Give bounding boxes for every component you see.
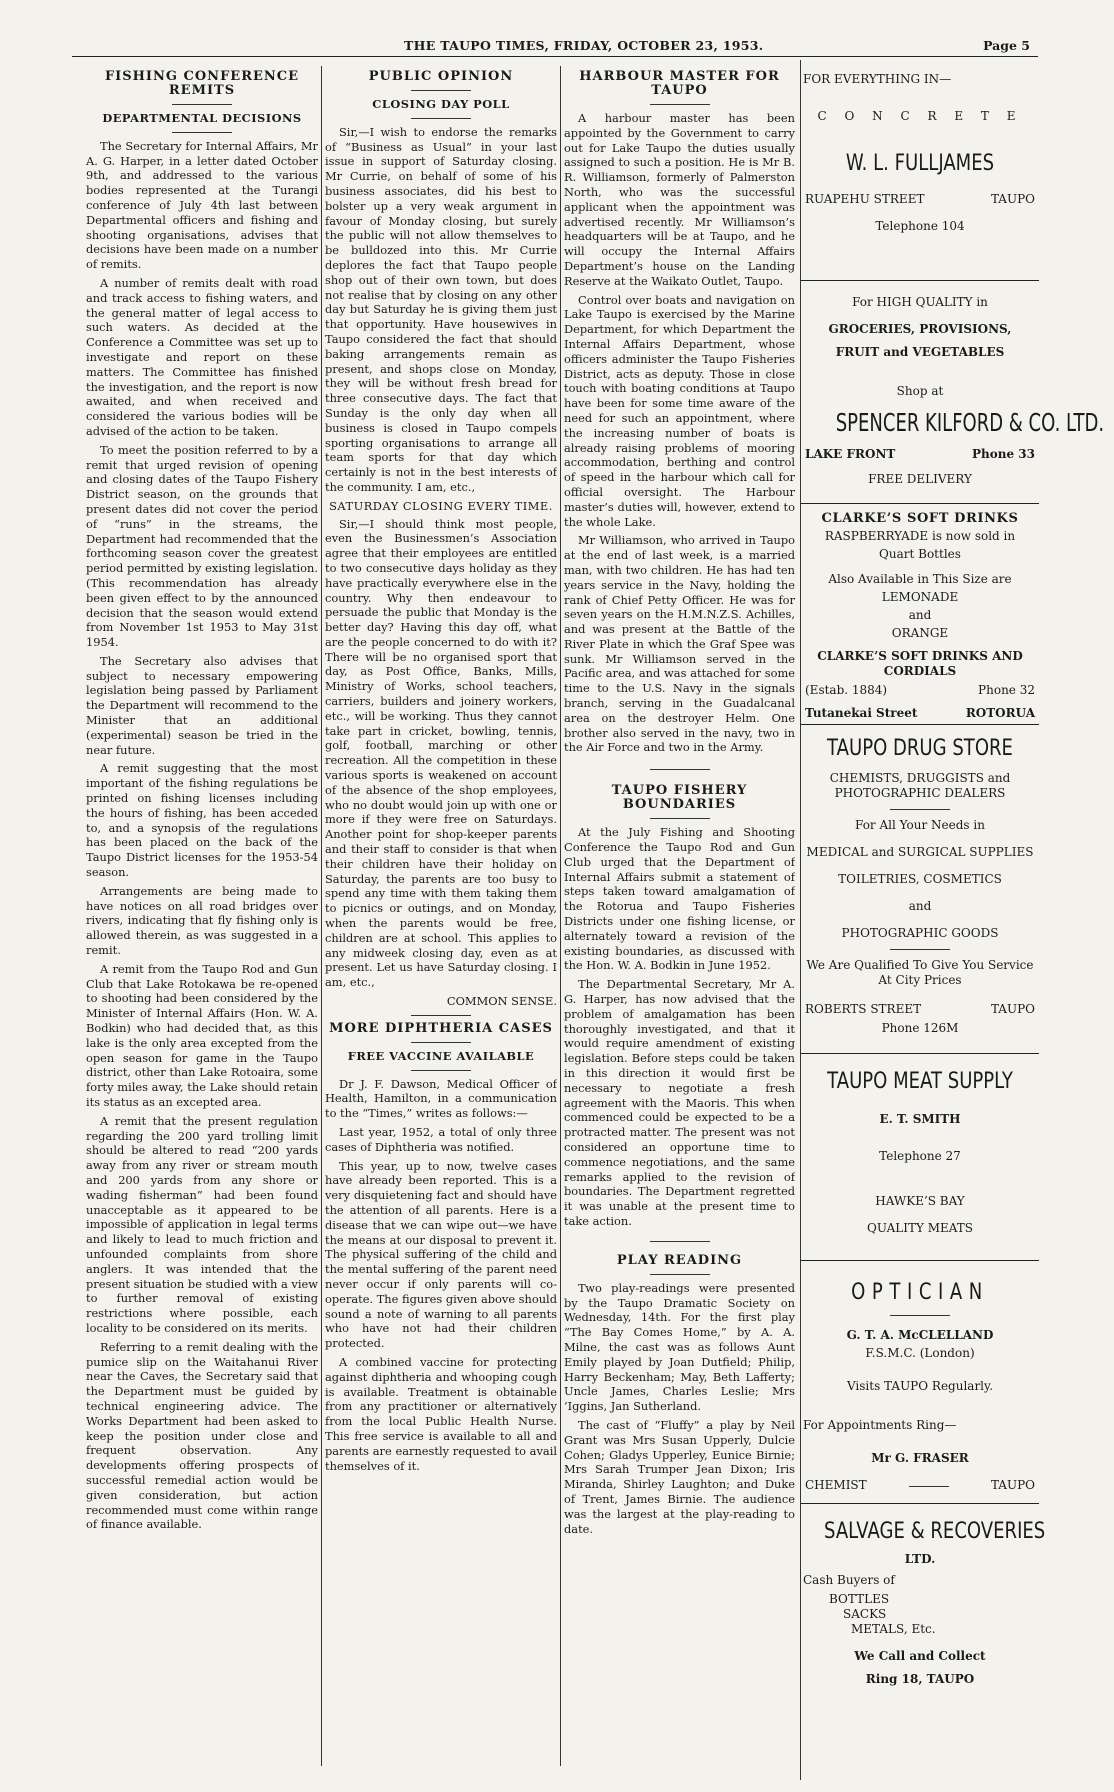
ad-line: and xyxy=(908,608,932,622)
ad-taupo-meat-supply xyxy=(801,1054,1039,1261)
paragraph: A remit from the Taupo Rod and Gun Club that Lake Rotokawa be re-opened to shooting had been considered by the Minister of Internal Affairs (Hon. W. A. Bodkin) who had decided that, as this lake is the only area excepted from the open season for game in the Taupo district, other than Lake Rotoaira, some forty miles away, the Lake should retain its status as an excepted area. xyxy=(86,961,318,1109)
ad-phone: Telephone 27 xyxy=(879,1149,961,1163)
ad-phone: Telephone 104 xyxy=(875,219,965,233)
ad-address xyxy=(805,192,1035,207)
divider xyxy=(411,90,471,91)
ad-line: FREE DELIVERY xyxy=(868,472,972,486)
divider xyxy=(411,1042,471,1043)
paragraph: Referring to a remit dealing with the pumice slip on the Waitahanui River near the Caves, the Secretary said that the Department must be guided by technical engineering advice. The Works Department had been asked to keep the position under close and frequent observation. Any developments offering prospects of successful remedial action would be given consideration, but action recommended must come within range of finance available. xyxy=(86,1339,318,1532)
paragraph: A remit suggesting that the most important of the fishing regulations be printed on fishing licenses including the hours of fishing, has been acceded to, and a synopsis of the regulations has been placed on the back of the Taupo District licenses for the 1953-54 season. xyxy=(86,761,318,880)
ad-owner: E. T. SMITH xyxy=(879,1112,961,1126)
ad-line: F.S.M.C. (London) xyxy=(865,1346,975,1360)
ad-line: Shop at xyxy=(896,384,944,398)
ad-fulljames xyxy=(801,60,1039,281)
column-rule xyxy=(560,66,561,1766)
ad-address xyxy=(805,447,1035,462)
ad-line xyxy=(909,1486,949,1493)
ad-business-name: OPTICIAN xyxy=(851,1280,989,1305)
ad-spencer-kilford xyxy=(801,281,1105,504)
paragraph: The Departmental Secretary, Mr A. G. Harper, has now advised that the problem of amalgamation has been thoroughly investigated, and that it would require amendment of existing legislation. Before steps could be taken in this direction it would first be necessary to negotiate a fresh agreement with the Maoris. This when commenced could be expected to be a protracted matter. The present was not considered an opportune time to commence negotiations, and the same remarks applied to the revision of boundaries. The Department regretted it was unable at the present time to take action. xyxy=(564,977,795,1228)
letter-signature: COMMON SENSE. xyxy=(446,994,557,1009)
ad-street: LAKE FRONT xyxy=(805,447,896,461)
page-number: Page 5 xyxy=(983,38,1030,53)
ad-town: TAUPO xyxy=(990,1478,1035,1492)
paragraph: The Secretary for Internal Affairs, Mr A. G. Harper, in a letter dated October 9th, and addressed to the various bodies represented at the Turangi conference of July 4th last between Departmental officers and fishing and shooting organisations, advises that decisions have been made on a number of remits. xyxy=(86,138,318,272)
column-fishing-conference xyxy=(86,66,318,1766)
ad-line: MEDICAL and SURGICAL SUPPLIES xyxy=(806,845,1034,859)
ad-line: METALS, Etc. xyxy=(851,1622,936,1636)
paragraph: The cast of “Fluffy” a play by Neil Grant was Mrs Susan Upperly, Dulcie Cohen; Gladys Upperley, Eunice Birnie; Mrs Sarah Trumper Jean Dixon; Iris Miranda, Shirley Laughton; and Duke of Trent, James Birnie. The audience was the largest at the play-reading to date. xyxy=(564,1417,795,1536)
ad-line: CHEMISTS, DRUGGISTS and PHOTOGRAPHIC DEALERS xyxy=(829,771,1011,800)
paragraph: Arrangements are being made to have notices on all road bridges over rivers, indicating that fly fishing only is allowed therein, as was suggested in a remit. xyxy=(86,883,318,958)
ad-business-name: W. L. FULLJAMES xyxy=(845,151,995,176)
ad-phone: Phone 33 xyxy=(972,447,1035,461)
ad-line: GROCERIES, PROVISIONS, xyxy=(828,322,1012,336)
ad-line: Cash Buyers of xyxy=(803,1573,895,1587)
article-subtitle: FREE VACCINE AVAILABLE xyxy=(347,1048,535,1063)
article-title: TAUPO FISHERY BOUNDARIES xyxy=(611,783,748,813)
ad-line: SACKS xyxy=(843,1607,887,1621)
letter-paragraph: Sir,—I should think most people, even the Businessmen’s Association agree that their employees are entitled to two consecutive days holiday as they have practically everywhere else in the country. Why then endeavour to persuade the public that Monday is the better day? Having this day off, what are the people concerned to do with it? There will be no organised sport that day, as Post Office, Banks, Mills, Ministry of Works, school teachers, carriers, builders and joinery workers, etc., will be working. Thus they cannot take part in cricket, bowling, tennis, golf, football, marching or other recreation. All the competition in these various sports is weakened on account of the absence of the shop employees, who no doubt would join up with one or more if they were free on Saturdays. Another point for shop-keeper parents and their staff to consider is that when their children have their holiday on Saturday, the parents are too busy to spend any time with them taking them to picnics or outings, and on Monday, when the parents would be free, children are at school. This applies to any midweek closing day, even as at present. Let us have Saturday closing. I am, etc., xyxy=(325,516,557,990)
ad-business-name: SALVAGE & RECOVERIES xyxy=(824,1519,1046,1544)
ad-address xyxy=(805,1478,1035,1493)
ad-line: Ring 18, TAUPO xyxy=(865,1672,975,1686)
ad-address xyxy=(805,706,1035,721)
column-public-opinion xyxy=(325,66,557,1766)
ad-taupo-drug-store xyxy=(801,725,1039,1054)
paragraph: A harbour master has been appointed by the Government to carry out for Lake Taupo the duties usually assigned to such a position. He is Mr B. R. Williamson, formerly of Palmerston North, who was the successful applicant when the appointment was advertised recently. Mr Williamson’s headquarters will be at Taupo, and he will occupy the Internal Affairs Department’s house on the Landing Reserve at the Waikato Outlet, Taupo. xyxy=(564,111,795,288)
ad-line: ORANGE xyxy=(891,626,949,640)
paragraph: Dr J. F. Dawson, Medical Officer of Health, Hamilton, in a communication to the “Times,” writes as follows:— xyxy=(325,1076,557,1121)
ad-title: CLARKE’S SOFT DRINKS xyxy=(821,511,1019,526)
ad-phone: Phone 126M xyxy=(881,1021,959,1035)
paragraph: Last year, 1952, a total of only three cases of Diphtheria was notified. xyxy=(325,1125,557,1154)
ad-line: Mr G. FRASER xyxy=(871,1451,969,1465)
article-subtitle: DEPARTMENTAL DECISIONS xyxy=(102,111,302,125)
paragraph: A number of remits dealt with road and track access to fishing waters, and the general matter of legal access to such waters. As decided at the Conference a Committee was set up to investigate and report on these matters. The Committee has finished the investigation, and the report is now awaited, and when received and considered the various bodies will be advised of the action to be taken. xyxy=(86,275,318,438)
article-title: MORE DIPHTHERIA CASES xyxy=(329,1020,553,1036)
ad-business-name: TAUPO DRUG STORE xyxy=(827,736,1013,761)
ad-line: HAWKE’S BAY xyxy=(875,1194,965,1208)
ad-line: CLARKE’S SOFT DRINKS AND CORDIALS xyxy=(817,649,1023,678)
ad-salvage-recoveries xyxy=(801,1504,1046,1696)
ad-street: ROBERTS STREET xyxy=(805,1002,922,1016)
article-subtitle: CLOSING DAY POLL xyxy=(372,97,510,111)
divider xyxy=(890,1315,950,1316)
divider xyxy=(650,769,710,770)
ad-street: Tutanekai Street xyxy=(805,706,918,720)
divider xyxy=(172,104,232,105)
ad-lead: For HIGH QUALITY in xyxy=(852,295,988,309)
divider xyxy=(650,104,710,105)
ad-line: Quart Bottles xyxy=(879,547,961,561)
ad-line: G. T. A. McCLELLAND xyxy=(846,1328,994,1342)
column-rule xyxy=(321,66,322,1766)
article-title: PLAY READING xyxy=(616,1252,743,1268)
ad-line: QUALITY MEATS xyxy=(867,1221,973,1235)
ad-line: For Appointments Ring— xyxy=(803,1418,957,1432)
ad-ltd: LTD. xyxy=(904,1552,936,1566)
ad-business-name: SPENCER KILFORD & CO. LTD. xyxy=(835,408,1105,437)
ad-town: TAUPO xyxy=(990,192,1035,206)
paragraph: A combined vaccine for protecting against diphtheria and whooping cough is available. Treatment is obtainable from any practitioner or alternatively from the local Public Health Nurse. This free service is available to all and parents are earnestly requested to avail themselves of it. xyxy=(325,1354,557,1473)
advertisements-column xyxy=(800,60,1105,1780)
ad-town: ROTORUA xyxy=(965,706,1035,720)
paragraph: A remit that the present regulation regarding the 200 yard trolling limit should be altered to read “200 yards away from any river or stream mouth and 200 yards from any shore or wading fisherman” had been found unacceptable as it appeared to be impossible of application in legal terms and likely to lead to much friction and unfounded complaints from shore anglers. It was intended that the present situation be studied with a view to further removal of existing restrictions where possible, each locality to be considered on its merits. xyxy=(86,1113,318,1335)
ad-line: For All Your Needs in xyxy=(855,818,985,832)
paragraph: Mr Williamson, who arrived in Taupo at the end of last week, is a married man, with two children. He has had ten years service in the Navy, holding the rank of Chief Petty Officer. He was for seven years on the H.M.N.Z.S. Achilles, and was present at the Battle of the River Plate in which the Graf Spee was sunk. Mr Williamson served in the Pacific area, and was attached for some time to the U.S. Navy in the signals branch, serving in the Guadalcanal area on the destroyer Helm. One brother also served in the navy, two in the Air Force and two in the Army. xyxy=(564,533,795,755)
ad-lead: FOR EVERYTHING IN— xyxy=(803,72,952,86)
paragraph: To meet the position referred to by a remit that urged revision of opening and closing dates of the Taupo Fishery District season, on the grounds that present dates did not cover the period of “runs” in the streams, the Department had recommended that the forthcoming season cover the greatest period permitted by existing legislation. (This recommendation has already been given effect to by the announced decision that the season would extend from November 1st 1953 to May 31st 1954. xyxy=(86,442,318,650)
ad-line: TOILETRIES, COSMETICS xyxy=(838,872,1002,886)
ad-street: RUAPEHU STREET xyxy=(805,192,925,206)
ad-line: We Call and Collect xyxy=(854,1649,986,1663)
ad-line: We Are Qualified To Give You Service At City Prices xyxy=(806,958,1034,987)
ad-clarkes-soft-drinks xyxy=(801,504,1039,725)
ad-line: PHOTOGRAPHIC GOODS xyxy=(841,926,999,940)
letter-heading: SATURDAY CLOSING EVERY TIME. xyxy=(329,498,553,513)
paragraph: The Secretary also advises that subject to necessary empowering legislation being passed by Parliament the Department will recommend to the Minister that an additional (experimental) season be tried in the near future. xyxy=(86,653,318,757)
ad-product: C O N C R E T E xyxy=(817,109,1023,123)
ad-line: Also Available in This Size are xyxy=(828,572,1012,586)
paragraph: Two play-readings were presented by the Taupo Dramatic Society on Wednesday, 14th. For the first play “The Bay Comes Home,” by A. A. Milne, the cast was as follows Aunt Emily played by Joan Dutfield; Philip, Harry Beckenham; May, Beth Lafferty; Uncle James, Charles Leslie; Mrs ’Iggins, Jan Sutherland. xyxy=(564,1280,795,1414)
divider xyxy=(650,1274,710,1275)
column-harbour-master xyxy=(564,66,795,1766)
divider xyxy=(650,818,710,819)
letter-paragraph: Sir,—I wish to endorse the remarks of “Business as Usual” in your last issue in support of Saturday closing. Mr Currie, on behalf of some of his business associates, did his best to bolster up a very weak argument in favour of Monday closing, but surely the public will not allow themselves to be bulldozed into this. Mr Currie deplores the fact that Taupo people shop out of their own town, but does not realise that by closing on any other day but Saturday he is giving them just that opportunity. Have housewives in Taupo considered the fact that should baking arrangements remain as present, and shops close on Monday, they will be without fresh bread for three consecutive days. The fact that Sunday is the only day when all business is closed in Taupo compels sporting organisations to arrange all team sports for that day which certainly is not in the best interests of the community. I am, etc., xyxy=(325,124,557,494)
ad-line: Visits TAUPO Regularly. xyxy=(846,1379,994,1393)
ad-phone: Phone 32 xyxy=(978,683,1035,697)
ad-estab-row xyxy=(805,683,1035,698)
paragraph: This year, up to now, twelve cases have already been reported. This is a very disquietening fact and should have the attention of all parents. Here is a disease that we can wipe out—we have the means at our disposal to prevent it. The physical suffering of the child and the mental suffering of the parent need never occur if only parents will co-operate. The figures given above should sound a note of warning to all parents who have not had their children protected. xyxy=(325,1158,557,1351)
divider xyxy=(650,1241,710,1242)
ad-line: RASPBERRYADE is now sold in xyxy=(824,529,1016,543)
divider xyxy=(172,132,232,133)
ad-line: LEMONADE xyxy=(881,590,959,604)
paragraph: Control over boats and navigation on Lake Taupo is exercised by the Marine Department, for which Department the Internal Affairs Department, whose officers administer the Taupo Fisheries District, acts as deputy. Those in close touch with boating conditions at Taupo have been for some time aware of the need for such an appointment, where the increasing number of boats is already raising problems of mooring accommodation, berthing and control of speed in the harbour which call for official oversight. The Harbour master’s duties will, however, extend to the whole Lake. xyxy=(564,292,795,529)
ad-line: CHEMIST xyxy=(805,1478,867,1492)
ad-line: BOTTLES xyxy=(829,1592,890,1606)
ad-line: and xyxy=(908,899,932,913)
ad-estab: (Estab. 1884) xyxy=(805,683,888,697)
ad-town: TAUPO xyxy=(990,1002,1035,1016)
ad-address xyxy=(805,1002,1035,1017)
ad-business-name: TAUPO MEAT SUPPLY xyxy=(827,1069,1013,1094)
divider xyxy=(890,949,950,950)
divider xyxy=(411,118,471,119)
article-title: HARBOUR MASTER FOR TAUPO xyxy=(579,69,780,98)
paragraph: At the July Fishing and Shooting Conference the Taupo Rod and Gun Club urged that the Department of Internal Affairs submit a statement of steps taken toward amalgamation of the Rotorua and Taupo Fisheries Districts under one fishing license, or alternately toward a revision of the existing boundaries, as discussed with the Hon. W. A. Bodkin in June 1952. xyxy=(564,825,795,973)
divider xyxy=(411,1015,471,1016)
divider xyxy=(890,809,950,810)
ad-optician xyxy=(801,1261,1039,1504)
ad-line: FRUIT and VEGETABLES xyxy=(835,345,1005,359)
masthead xyxy=(72,34,1038,57)
masthead-title: THE TAUPO TIMES, FRIDAY, OCTOBER 23, 1953. xyxy=(404,38,764,53)
divider xyxy=(411,1070,471,1071)
article-title: PUBLIC OPINION xyxy=(368,69,514,84)
article-title: FISHING CONFERENCE REMITS xyxy=(104,69,300,98)
